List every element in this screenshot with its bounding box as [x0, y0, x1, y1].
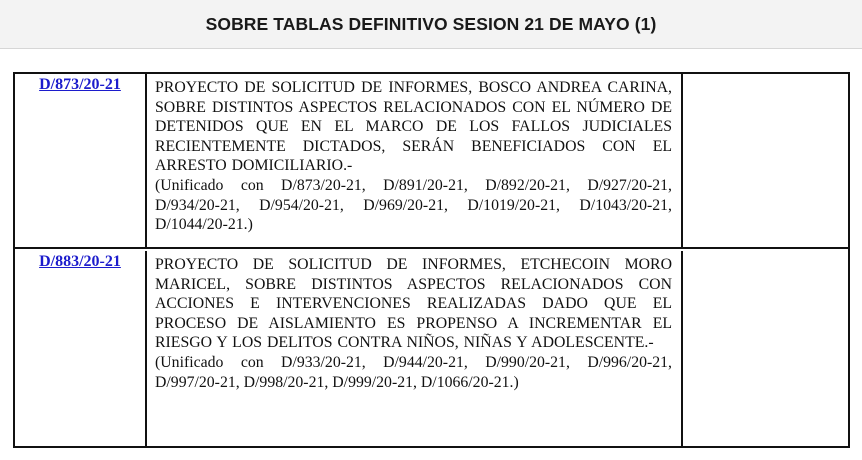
expediente-link[interactable]: D/873/20-21: [39, 76, 121, 93]
code-cell: [15, 251, 147, 446]
description-cell: [149, 251, 683, 446]
code-cell: [15, 74, 147, 247]
empty-cell: [685, 74, 848, 247]
project-description: PROYECTO DE SOLICITUD DE INFORMES, BOSCO ANDREA CARINA, SOBRE DISTINTOS ASPECTOS RELACIONADOS CON EL NÚMERO DE DETENIDOS QUE EN EL MARCO DE LOS FALLOS JUDICIALES RECIENTEMENTE DICTADOS, SERÁN BENEFICIADOS CON EL ARRESTO DOMICILIARIO.-: [155, 79, 672, 175]
project-description: PROYECTO DE SOLICITUD DE INFORMES, ETCHECOIN MORO MARICEL, SOBRE DISTINTOS ASPECTOS RELACIONADOS CON ACCIONES E INTERVENCIONES REALIZADAS DADO QUE EL PROCESO DE AISLAMIENTO ES PROPENSO A INCREMENTAR EL RIESGO Y LOS DELITOS CONTRA NIÑOS, NIÑAS Y ADOLESCENTE.-: [155, 256, 672, 352]
empty-cell: [685, 251, 848, 446]
unified-note: (Unificado con D/933/20-21, D/944/20-21, D/990/20-21, D/996/20-21, D/997/20-21, D/998/20-21, D/999/20-21, D/1066/20-21.): [155, 353, 672, 391]
expediente-link[interactable]: D/883/20-21: [39, 253, 121, 270]
table-row: [15, 251, 848, 446]
unified-note: (Unificado con D/873/20-21, D/891/20-21, D/892/20-21, D/927/20-21, D/934/20-21, D/954/20-21, D/969/20-21, D/1019/20-21, D/1043/20-21, D/1044/20-21.): [155, 176, 672, 234]
document-title: SOBRE TABLAS DEFINITIVO SESION 21 DE MAYO (1): [205, 13, 657, 34]
agenda-table: [13, 72, 850, 448]
table-row: [15, 74, 848, 249]
document-header: [0, 0, 862, 49]
description-cell: [149, 74, 683, 247]
